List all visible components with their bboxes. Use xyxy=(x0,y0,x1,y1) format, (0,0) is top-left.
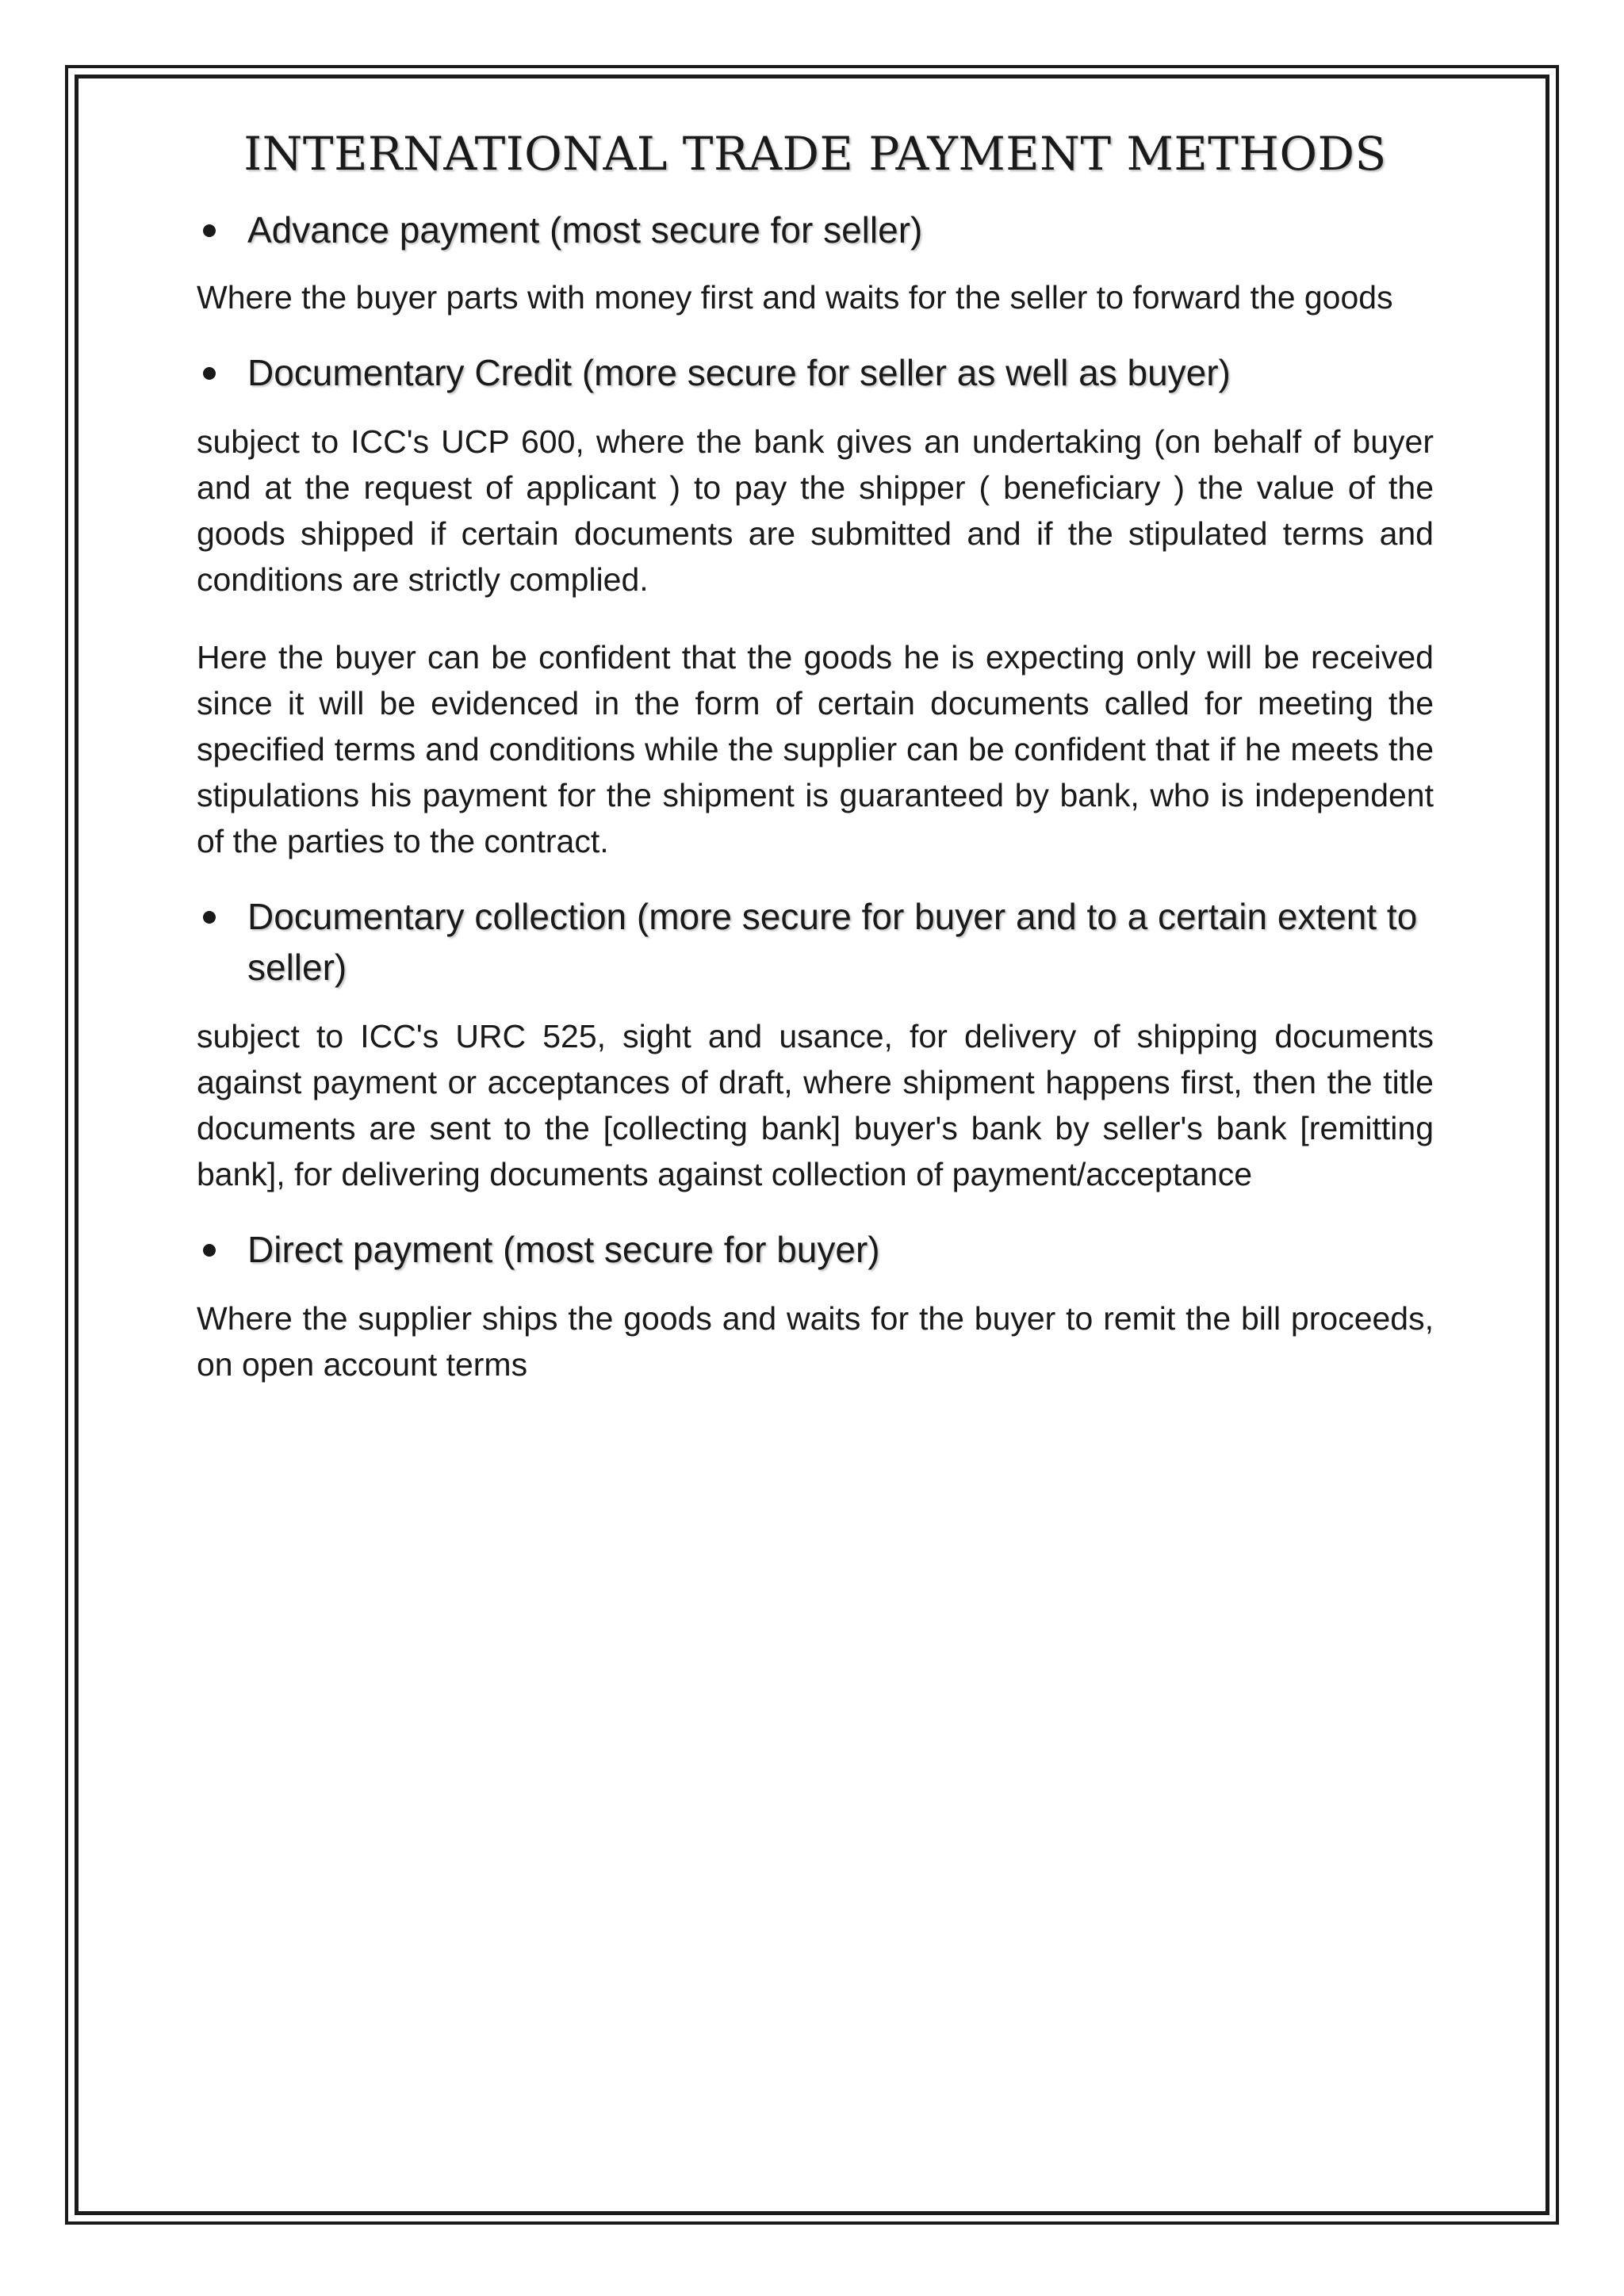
section-paragraph: subject to ICC's UCP 600, where the bank gives an undertaking (on behalf of buyer and at the request of applicant ) to pay the shipper ( beneficiary ) the value of the goods shipped if certain documents are submitted and if the stipulated terms and conditions are strictly complied. xyxy=(197,423,1434,598)
document-body xyxy=(197,127,1434,1387)
section-paragraph: subject to ICC's URC 525, sight and usance, for delivery of shipping documents against payment or acceptances of draft, where shipment happens first, then the title documents are sent to the [collecting bank] buyer's bank by seller's bank [remitting bank], for delivering documents against collection of payment/acceptance xyxy=(197,1018,1434,1192)
section-documentary-collection xyxy=(197,891,1434,1197)
bullet-icon xyxy=(203,911,216,924)
section-advance-payment xyxy=(197,205,1434,320)
section-paragraph: Where the supplier ships the goods and waits for the buyer to remit the bill proceeds, on open account terms xyxy=(197,1300,1434,1383)
bullet-icon xyxy=(203,224,216,237)
section-paragraph: Here the buyer can be confident that the goods he is expecting only will be received since it will be evidenced in the form of certain documents called for meeting the specified terms and conditions while the supplier can be confident that if he meets the stipulations his payment for the shipment is guaranteed by bank, who is independent of the parties to the contract. xyxy=(197,639,1434,859)
section-heading xyxy=(197,891,1434,993)
section-direct-payment xyxy=(197,1224,1434,1387)
section-heading xyxy=(197,347,1434,398)
bullet-icon xyxy=(203,367,216,380)
section-heading-text: Direct payment (most secure for buyer) xyxy=(247,1229,880,1270)
section-heading-text: Documentary Credit (more secure for seller as well as buyer) xyxy=(247,352,1231,393)
section-paragraph: Where the buyer parts with money first and waits for the seller to forward the goods xyxy=(197,279,1393,316)
section-heading-text: Documentary collection (more secure for buyer and to a certain extent to seller) xyxy=(247,896,1418,988)
section-documentary-credit xyxy=(197,347,1434,864)
bullet-icon xyxy=(203,1244,216,1257)
section-heading-text: Advance payment (most secure for seller) xyxy=(247,209,923,251)
document-title: INTERNATIONAL TRADE PAYMENT METHODS xyxy=(243,127,1387,181)
section-heading xyxy=(197,1224,1434,1275)
section-heading xyxy=(197,205,1434,255)
